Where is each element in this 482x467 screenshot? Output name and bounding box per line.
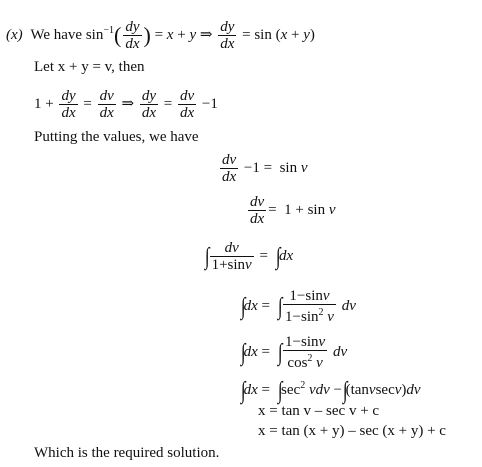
putting-line: Putting the values, we have [34, 129, 199, 145]
equation-4: $\frac{dv}{dx}$ = 1 + sin v [250, 194, 336, 228]
line-1 [6, 14, 315, 53]
equation-6: ∫dx = ∫ $\frac{1-\sin v}{1-\sin^2 v}$ dv [240, 288, 356, 326]
equation-7: ∫dx = ∫ $\frac{1-\sin v}{\cos^2 v}$ dv [240, 334, 348, 372]
part-label: (x) [6, 27, 23, 43]
result-line-2: x = tan (x + y) – sec (x + y) + c [258, 423, 446, 439]
conclusion-line: Which is the required solution. [34, 445, 220, 461]
equation-8: $\int dx = \int\sec^2$ vdv −∫(tanvsecv)dv [240, 377, 421, 404]
equation-1: $\sin^{-1}$( $\frac{dy}{dx}$ ) = x + y ⇒ $\frac{dy}{dx}$ = sin (x + y) [85, 19, 315, 53]
equation-3: $\frac{dv}{dx}$ −1 = sin v [222, 152, 308, 186]
equation-2: 1 + $\frac{dy}{dx}$ = $\frac{dv}{dx}$ ⇒ $\frac{dy}{dx}$ = $\frac{dv}{dx}$ −1 [34, 88, 218, 122]
result-line-1: x = tan v – sec v + c [258, 403, 380, 419]
equation-5: ∫ $\frac{dv}{1+\sin v}$ = ∫dx [204, 240, 294, 274]
let-line: Let x + y = v, then [34, 59, 145, 75]
intro-text: We have [30, 27, 83, 43]
